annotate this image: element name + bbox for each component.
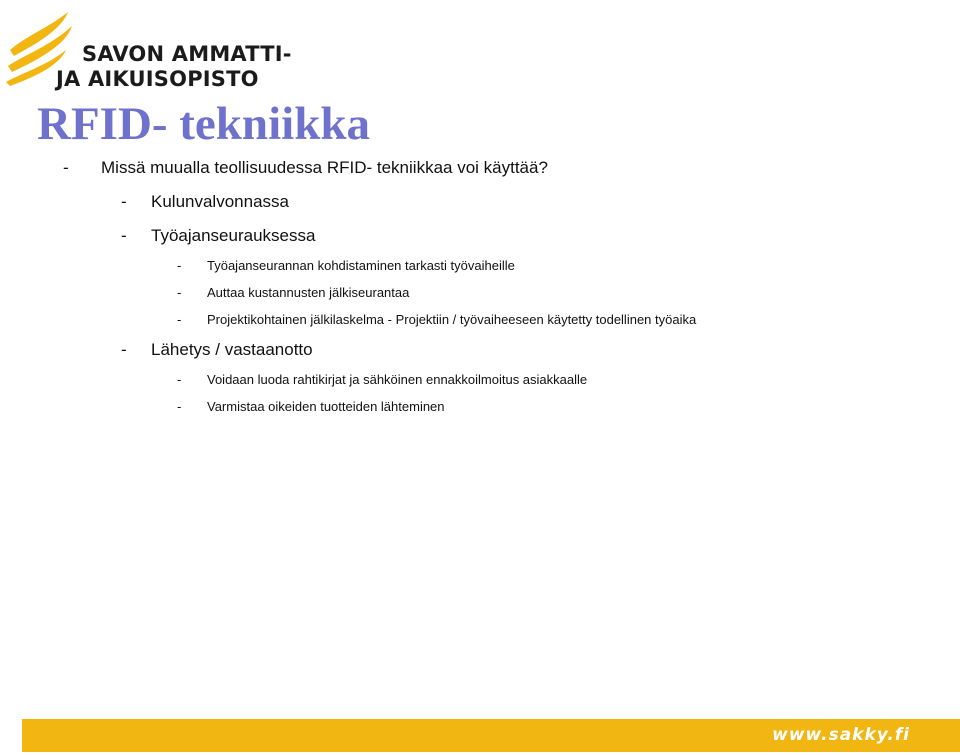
slide-title: RFID- tekniikka (37, 98, 370, 150)
bullet-marker: - (177, 258, 182, 273)
school-logo (4, 6, 292, 91)
bullet-text: Lähetys / vastaanotto (151, 340, 313, 359)
bullet-marker: - (121, 226, 127, 245)
bullet-marker: - (177, 285, 182, 300)
bullet-marker: - (63, 158, 69, 177)
logo-text-line2: JA AIKUISOPISTO (56, 67, 259, 91)
bullet-text: Työajanseurannan kohdistaminen tarkasti työvaiheille (207, 258, 515, 273)
bullet-text: Missä muualla teollisuudessa RFID- tekniikkaa voi käyttää? (101, 158, 548, 177)
bullet-marker: - (121, 340, 127, 359)
footer-url: www.sakky.fi (772, 725, 910, 745)
bullet-text: Auttaa kustannusten jälkiseurantaa (207, 285, 410, 300)
bullet-marker: - (177, 372, 182, 387)
bullet-text: Varmistaa oikeiden tuotteiden lähteminen (207, 399, 445, 414)
footer-bar (22, 719, 960, 752)
bullet-marker: - (177, 312, 182, 327)
bullet-marker: - (121, 192, 127, 211)
bullet-text: Kulunvalvonnassa (151, 192, 289, 211)
logo-text-line1: SAVON AMMATTI- (82, 42, 292, 66)
bullet-text: Työajanseurauksessa (151, 226, 316, 245)
bullet-marker: - (177, 399, 182, 414)
bullet-text: Voidaan luoda rahtikirjat ja sähköinen ennakkoilmoitus asiakkaalle (207, 372, 588, 387)
bullet-text: Projektikohtainen jälkilaskelma - Projektiin / työvaiheeseen käytetty todellinen työaika (207, 312, 697, 327)
